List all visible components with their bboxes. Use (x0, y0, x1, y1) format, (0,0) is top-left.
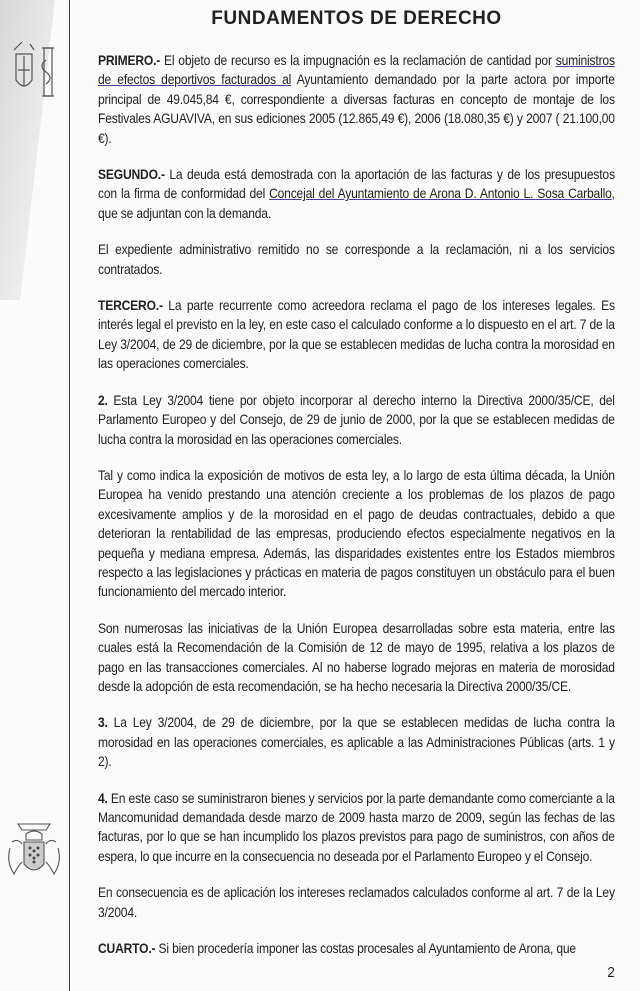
paragraph-cuarto (98, 939, 615, 958)
paragraph-text: La Ley 3/2004, de 29 de diciembre, por la que se establecen medidas de lucha contra la morosidad en las operaciones comerciales, es aplicable a las Administraciones Públicas (arts. 1 y 2). (98, 715, 615, 770)
paragraph-text: La deuda está demostrada con la aportación de las facturas y de los presupuestos con la firma de conformidad del (98, 167, 615, 202)
paragraph-expediente: El expediente administrativo remitido no se corresponde a la reclamación, ni a los servicios contratados. (98, 242, 615, 277)
paragraph-text: Ayuntamiento demandado por la parte actora por importe principal de 49.045,84 €, correspondiente a diversas facturas en concepto de montaje de los Festivales AGUAVIVA, en sus ediciones 2005 (12.865,49 €), 2006 (18.080,35 €) y 2007 ( 21.100,00 €). (98, 72, 615, 146)
paragraph-punto-3 (98, 713, 615, 771)
paragraph-text: Si bien procedería imponer las costas procesales al Ayuntamiento de Arona, que (155, 941, 576, 957)
section-lead: SEGUNDO.- (98, 167, 165, 183)
section-lead: PRIMERO.- (98, 53, 161, 68)
paragraph-text: Esta Ley 3/2004 tiene por objeto incorporar al derecho interno la Directiva 2000/35/CE, del Parlamento Europeo y del Consejo, de 29 de junio de 2000, por la que se establecen medidas de lucha contra la morosidad en las operaciones comerciales. (98, 392, 615, 447)
section-lead: TERCERO.- (98, 298, 163, 314)
paragraph-text: La parte recurrente como acreedora reclama el pago de los intereses legales. Es interés legal el previsto en la ley, en este caso el calculado conforme a lo dispuesto en el art. 7 de la Ley 3/2004, de 29 de diciembre, por la que se establecen medidas de lucha contra la morosidad en las operaciones comerciales. (98, 298, 615, 372)
section-lead: 3. (98, 715, 108, 731)
section-lead: 2. (98, 392, 108, 408)
underlined-text: suministros de efectos deportivos facturados al (98, 53, 615, 88)
paragraph-punto-4 (98, 789, 615, 867)
paragraph-segundo (98, 165, 615, 223)
paragraph-text: El objeto de recurso es la impugnación es la reclamación de cantidad por (160, 53, 556, 68)
canarias-coat-of-arms-icon (4, 818, 64, 884)
page-number: 2 (607, 964, 615, 982)
section-lead: 4. (98, 790, 108, 806)
underlined-text: Concejal del Ayuntamiento de Arona D. Antonio L. Sosa Carballo (269, 186, 612, 202)
paragraph-tal-y-como: Tal y como indica la exposición de motivos de esta ley, a lo largo de esta última década, la Unión Europea ha venido prestando una atención creciente a los problemas de los plazos de pago excesivamente amplios y de la morosidad en el pago de deudas contractuales, debido a que deterioran la rentabilidad de las empresas, produciendo efectos especialmente negativos en la pequeña y mediana empresa. Además, las disparidades existentes entre los Estados miembros respecto a las legislaciones y prácticas en materia de pagos constituyen un obstáculo para el buen funcionamiento del mercado interior. (98, 467, 615, 600)
paragraph-consecuencia: En consecuencia es de aplicación los intereses reclamados calculados conforme al art. 7 de la Ley 3/2004. (98, 885, 615, 920)
document-body (98, 0, 615, 991)
section-lead: CUARTO.- (98, 941, 156, 957)
paragraph-tercero (98, 296, 615, 374)
paragraph-primero (98, 51, 615, 148)
spain-coat-of-arms-icon (12, 40, 58, 102)
paragraph-son-numerosas: Son numerosas las iniciativas de la Unión Europea desarrolladas sobre esta materia, entre las cuales está la Recomendación de la Comisión de 12 de mayo de 1995, relativa a los plazos de pago en las transacciones comerciales. Al no haberse logrado mejoras en materia de morosidad desde la adopción de esta recomendación, se ha hecho necesaria la Directiva 2000/35/CE. (98, 620, 615, 694)
paragraph-text: En este caso se suministraron bienes y servicios por la parte demandante como comerciante a la Mancomunidad demandada desde marzo de 2009 hasta marzo de 2009, según las fechas de las facturas, por lo que se han incumplido los plazos previstos para pago de suministros, con años de espera, lo que incurre en la consecuencia no deseada por el Parlamento Europeo y el Consejo. (98, 790, 615, 864)
page-title: FUNDAMENTOS DE DERECHO (211, 8, 502, 29)
margin-rule (69, 0, 70, 991)
paragraph-text: , que se adjuntan con la demanda. (98, 186, 615, 221)
paragraph-punto-2 (98, 391, 615, 449)
